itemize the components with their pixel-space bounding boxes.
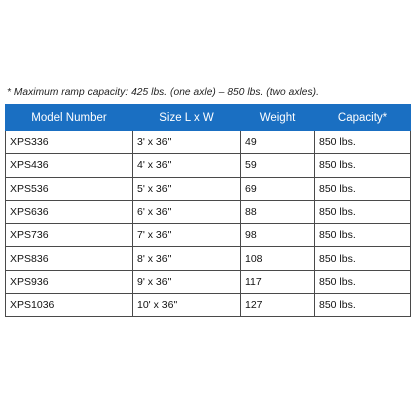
cell-size: 4' x 36" [133,154,241,177]
capacity-footnote: * Maximum ramp capacity: 425 lbs. (one axle) – 850 lbs. (two axles). [7,87,319,98]
cell-capacity: 850 lbs. [315,247,411,270]
cell-weight: 49 [241,131,315,154]
cell-model: XPS336 [6,131,133,154]
cell-weight: 117 [241,270,315,293]
cell-weight: 69 [241,177,315,200]
cell-weight: 88 [241,200,315,223]
cell-capacity: 850 lbs. [315,270,411,293]
table-row [6,247,411,270]
table-row [6,154,411,177]
cell-size: 9' x 36" [133,270,241,293]
cell-model: XPS536 [6,177,133,200]
cell-capacity: 850 lbs. [315,200,411,223]
header-weight: Weight [241,105,315,131]
cell-capacity: 850 lbs. [315,154,411,177]
cell-capacity: 850 lbs. [315,224,411,247]
cell-capacity: 850 lbs. [315,131,411,154]
cell-size: 3' x 36" [133,131,241,154]
header-capacity: Capacity* [315,105,411,131]
table-row [6,294,411,317]
table-row [6,177,411,200]
cell-weight: 127 [241,294,315,317]
table-row [6,224,411,247]
cell-size: 5' x 36" [133,177,241,200]
cell-model: XPS936 [6,270,133,293]
cell-weight: 98 [241,224,315,247]
table-row [6,270,411,293]
cell-weight: 108 [241,247,315,270]
table-row [6,131,411,154]
cell-size: 6' x 36" [133,200,241,223]
table-header-row [6,105,411,131]
cell-model: XPS1036 [6,294,133,317]
cell-capacity: 850 lbs. [315,294,411,317]
cell-model: XPS736 [6,224,133,247]
ramp-specs-table [5,104,411,317]
cell-model: XPS836 [6,247,133,270]
table-row [6,200,411,223]
cell-capacity: 850 lbs. [315,177,411,200]
header-size: Size L x W [133,105,241,131]
cell-size: 8' x 36" [133,247,241,270]
header-model-number: Model Number [6,105,133,131]
cell-model: XPS636 [6,200,133,223]
cell-size: 7' x 36" [133,224,241,247]
cell-weight: 59 [241,154,315,177]
cell-model: XPS436 [6,154,133,177]
cell-size: 10' x 36" [133,294,241,317]
